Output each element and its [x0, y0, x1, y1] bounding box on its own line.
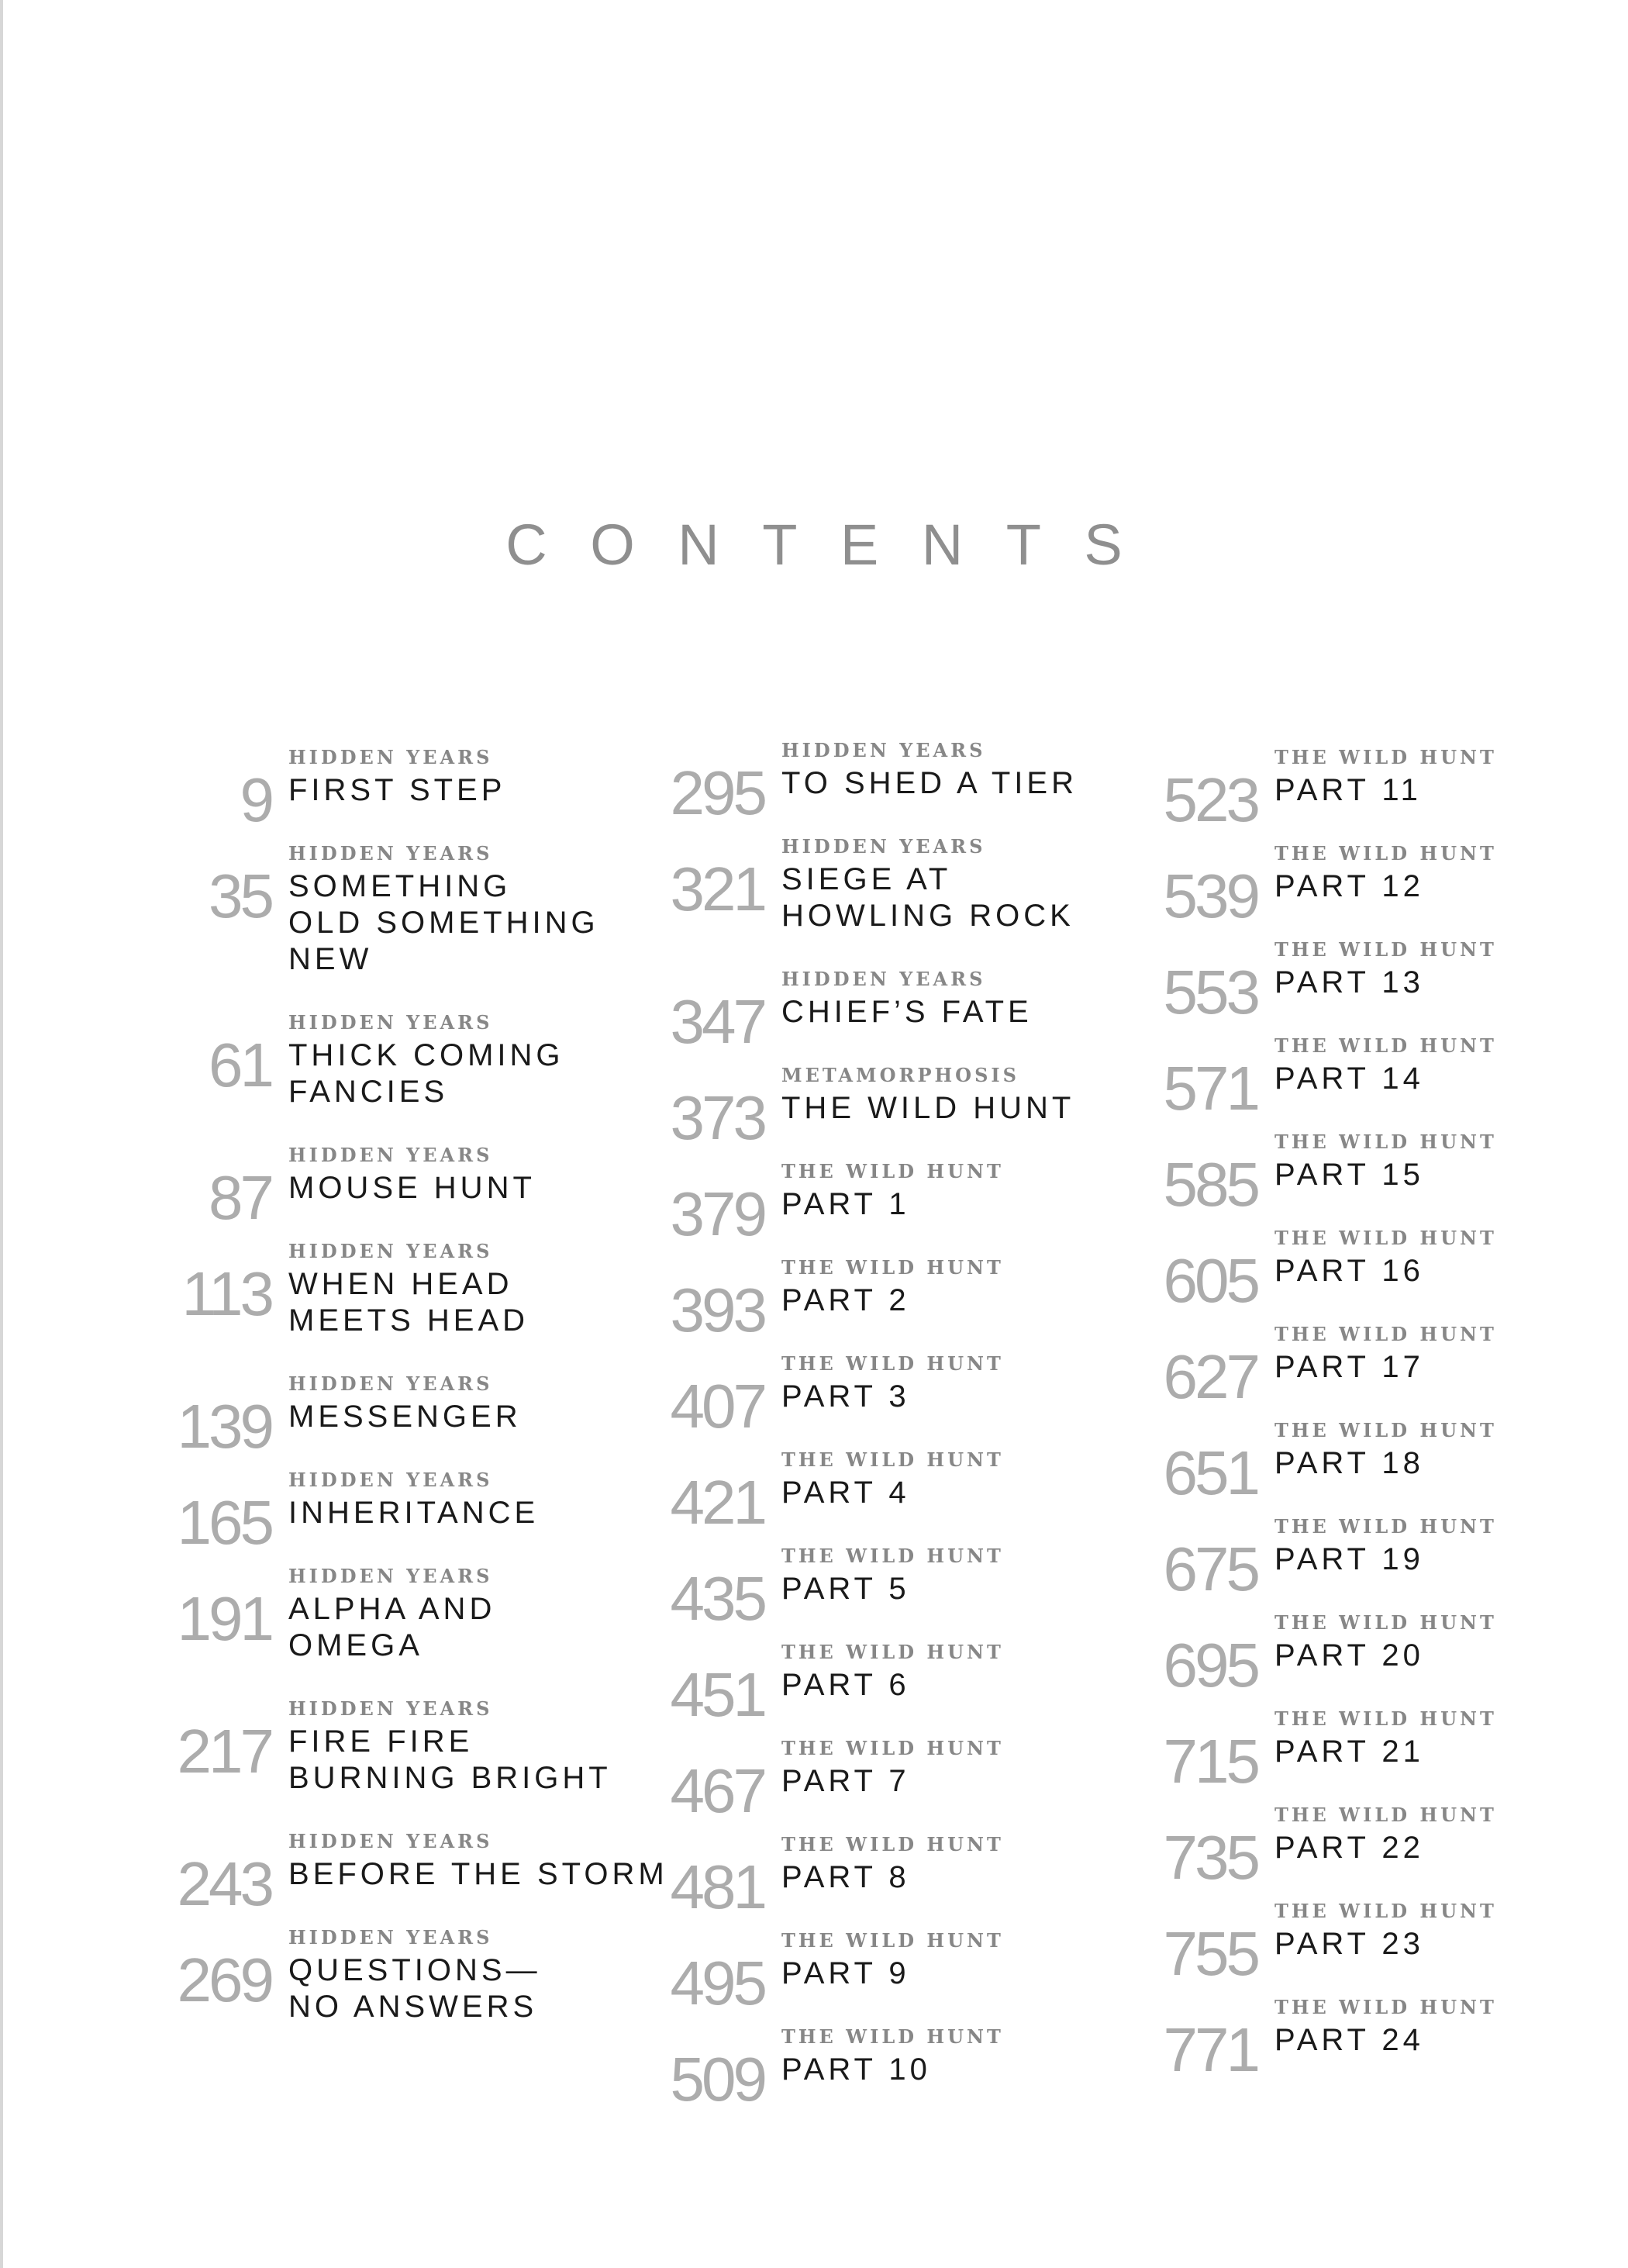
chapter-title	[288, 1952, 541, 2025]
chapter-title-line: PART 16	[1274, 1254, 1424, 1288]
section-label: THE WILD HUNT	[781, 1641, 1004, 1663]
page-number: 191	[177, 1584, 271, 1653]
section-label: HIDDEN YEARS	[288, 1697, 493, 1720]
chapter-title	[288, 772, 505, 809]
chapter-title-line: PART 13	[1274, 965, 1424, 999]
chapter-title-line: PART 11	[1274, 773, 1422, 807]
chapter-title-line: OLD SOMETHING	[288, 906, 599, 940]
page-number: 347	[670, 987, 764, 1056]
chapter-title-line: PART 7	[781, 1764, 910, 1798]
chapter-title	[288, 1399, 522, 1435]
section-label: THE WILD HUNT	[1274, 1900, 1497, 1922]
page-number: 735	[1163, 1823, 1257, 1892]
chapter-title-line: PART 21	[1274, 1735, 1424, 1769]
chapter-title-line: FIRE FIRE	[288, 1724, 474, 1759]
section-label: THE WILD HUNT	[781, 1545, 1004, 1567]
chapter-title-line: PART 18	[1274, 1446, 1424, 1480]
page-number: 509	[670, 2045, 764, 2114]
chapter-title-line: MEETS HEAD	[288, 1303, 529, 1338]
chapter-title	[288, 1170, 536, 1206]
chapter-title	[781, 1186, 910, 1223]
chapter-title-line: FANCIES	[288, 1075, 449, 1109]
chapter-title	[1274, 1830, 1424, 1866]
chapter-title	[288, 868, 599, 978]
chapter-title-line: PART 9	[781, 1956, 910, 1990]
section-label: THE WILD HUNT	[1274, 1707, 1497, 1730]
section-label: HIDDEN YEARS	[288, 842, 493, 865]
chapter-title-line: PART 3	[781, 1379, 910, 1414]
chapter-title-line: HOWLING ROCK	[781, 899, 1074, 933]
page-number: 139	[177, 1392, 271, 1461]
section-label: HIDDEN YEARS	[288, 1469, 493, 1491]
page-number: 87	[209, 1163, 271, 1232]
chapter-title-line: FIRST STEP	[288, 773, 506, 807]
chapter-title	[1274, 1445, 1424, 1482]
page-number: 165	[177, 1488, 271, 1557]
page-number: 393	[670, 1276, 764, 1345]
section-label: THE WILD HUNT	[1274, 746, 1497, 768]
page-number: 495	[670, 1949, 764, 2018]
section-label: HIDDEN YEARS	[781, 968, 986, 990]
chapter-title	[781, 765, 1078, 802]
section-label: THE WILD HUNT	[1274, 842, 1497, 865]
page-number: 451	[670, 1660, 764, 1729]
section-label: THE WILD HUNT	[781, 2025, 1004, 2048]
chapter-title-line: NO ANSWERS	[288, 1990, 538, 2024]
page-number: 605	[1163, 1246, 1257, 1315]
chapter-title-line: THE WILD HUNT	[781, 1091, 1075, 1125]
section-label: THE WILD HUNT	[1274, 1227, 1497, 1249]
chapter-title-line: PART 2	[781, 1283, 910, 1317]
page-number: 695	[1163, 1631, 1257, 1700]
chapter-title-line: NEW	[288, 942, 373, 976]
section-label: METAMORPHOSIS	[781, 1064, 1019, 1086]
page-number: 421	[670, 1468, 764, 1537]
chapter-title	[288, 1266, 529, 1339]
section-label: THE WILD HUNT	[781, 1352, 1004, 1375]
chapter-title	[1274, 2022, 1424, 2059]
page-number: 269	[177, 1945, 271, 2014]
section-label: HIDDEN YEARS	[781, 739, 986, 761]
chapter-title-line: WHEN HEAD	[288, 1267, 513, 1301]
chapter-title-line: PART 1	[781, 1187, 910, 1221]
page-number: 715	[1163, 1727, 1257, 1796]
chapter-title	[1274, 868, 1424, 905]
page-number: 321	[670, 854, 764, 923]
chapter-title	[781, 994, 1033, 1030]
chapter-title-line: CHIEF’S FATE	[781, 995, 1033, 1029]
chapter-title	[288, 1591, 495, 1664]
chapter-title	[1274, 1349, 1424, 1386]
chapter-title-line: PART 22	[1274, 1831, 1424, 1865]
section-label: HIDDEN YEARS	[288, 1240, 493, 1262]
page-number: 627	[1163, 1342, 1257, 1411]
page-number: 217	[177, 1717, 271, 1786]
page-number: 467	[670, 1756, 764, 1825]
chapter-title	[1274, 772, 1422, 809]
section-label: THE WILD HUNT	[1274, 1515, 1497, 1538]
section-label: HIDDEN YEARS	[288, 1372, 493, 1395]
chapter-title-line: BURNING BRIGHT	[288, 1761, 612, 1795]
chapter-title-line: PART 24	[1274, 2023, 1424, 2057]
chapter-title-line: TO SHED A TIER	[781, 766, 1078, 800]
section-label: THE WILD HUNT	[1274, 1611, 1497, 1634]
page-number: 481	[670, 1852, 764, 1921]
page-number: 571	[1163, 1054, 1257, 1123]
page-number: 295	[670, 758, 764, 827]
chapter-title-line: PART 17	[1274, 1350, 1424, 1384]
section-label: THE WILD HUNT	[781, 1929, 1004, 1952]
chapter-title	[1274, 1734, 1424, 1770]
chapter-title	[781, 1282, 910, 1319]
chapter-title-line: PART 5	[781, 1572, 910, 1606]
chapter-title-line: SIEGE AT	[781, 862, 952, 896]
section-label: THE WILD HUNT	[781, 1256, 1004, 1279]
section-label: HIDDEN YEARS	[288, 1144, 493, 1166]
chapter-title	[781, 2052, 931, 2088]
chapter-title	[1274, 1253, 1424, 1289]
section-label: HIDDEN YEARS	[288, 746, 493, 768]
chapter-title	[288, 1495, 539, 1531]
section-label: THE WILD HUNT	[1274, 1419, 1497, 1441]
chapter-title-line: ALPHA AND	[288, 1592, 496, 1626]
page-number: 755	[1163, 1919, 1257, 1988]
page-number: 675	[1163, 1534, 1257, 1603]
page-number: 651	[1163, 1438, 1257, 1507]
chapter-title	[1274, 1926, 1424, 1962]
chapter-title-line: PART 14	[1274, 1062, 1424, 1096]
section-label: HIDDEN YEARS	[288, 1830, 493, 1852]
section-label: THE WILD HUNT	[1274, 1996, 1497, 2018]
section-label: THE WILD HUNT	[1274, 938, 1497, 961]
section-label: HIDDEN YEARS	[288, 1565, 493, 1587]
page-number: 35	[209, 861, 271, 930]
chapter-title	[781, 1859, 910, 1896]
page-title: CONTENTS	[505, 513, 1166, 577]
section-label: THE WILD HUNT	[781, 1737, 1004, 1759]
page-number: 435	[670, 1564, 764, 1633]
chapter-title	[781, 1956, 910, 1992]
chapter-title-line: PART 12	[1274, 869, 1424, 903]
section-label: THE WILD HUNT	[781, 1448, 1004, 1471]
chapter-title	[781, 1763, 910, 1800]
chapter-title	[288, 1724, 612, 1797]
page-number: 407	[670, 1372, 764, 1441]
page-number: 243	[177, 1849, 271, 1918]
chapter-title	[781, 861, 1074, 934]
page-edge	[0, 0, 3, 2268]
chapter-title-line: QUESTIONS—	[288, 1953, 541, 1987]
page-number: 539	[1163, 861, 1257, 930]
chapter-title-line: OMEGA	[288, 1628, 423, 1662]
chapter-title	[781, 1475, 910, 1511]
section-label: THE WILD HUNT	[1274, 1323, 1497, 1345]
chapter-title-line: MOUSE HUNT	[288, 1171, 536, 1205]
chapter-title-line: PART 10	[781, 2052, 931, 2087]
page-number: 61	[209, 1030, 271, 1099]
chapter-title-line: PART 15	[1274, 1158, 1424, 1192]
page-number: 585	[1163, 1150, 1257, 1219]
section-label: THE WILD HUNT	[1274, 1131, 1497, 1153]
chapter-title-line: MESSENGER	[288, 1400, 522, 1434]
chapter-title-line: INHERITANCE	[288, 1496, 540, 1530]
chapter-title	[781, 1090, 1074, 1127]
chapter-title	[1274, 1541, 1424, 1578]
section-label: HIDDEN YEARS	[288, 1011, 493, 1034]
chapter-title	[1274, 1061, 1424, 1097]
page-number: 373	[670, 1083, 764, 1152]
chapter-title	[1274, 1157, 1424, 1193]
chapter-title	[1274, 965, 1424, 1001]
chapter-title-line: PART 8	[781, 1860, 910, 1894]
page-number: 9	[240, 765, 271, 834]
page-number: 523	[1163, 765, 1257, 834]
section-label: HIDDEN YEARS	[288, 1926, 493, 1949]
page-number: 553	[1163, 958, 1257, 1027]
chapter-title-line: PART 23	[1274, 1927, 1424, 1961]
section-label: THE WILD HUNT	[1274, 1804, 1497, 1826]
chapter-title	[1274, 1638, 1424, 1674]
chapter-title-line: SOMETHING	[288, 869, 512, 903]
chapter-title-line: PART 4	[781, 1476, 910, 1510]
chapter-title	[288, 1856, 668, 1893]
page-number: 771	[1163, 2015, 1257, 2084]
chapter-title	[781, 1667, 910, 1704]
section-label: THE WILD HUNT	[781, 1160, 1004, 1182]
chapter-title-line: PART 20	[1274, 1638, 1424, 1673]
chapter-title-line: BEFORE THE STORM	[288, 1857, 668, 1891]
chapter-title-line: PART 6	[781, 1668, 910, 1702]
page-number: 113	[181, 1259, 271, 1328]
page-number: 379	[670, 1179, 764, 1248]
section-label: HIDDEN YEARS	[781, 835, 986, 858]
section-label: THE WILD HUNT	[781, 1833, 1004, 1855]
chapter-title-line: PART 19	[1274, 1542, 1424, 1576]
chapter-title	[781, 1379, 910, 1415]
section-label: THE WILD HUNT	[1274, 1034, 1497, 1057]
chapter-title	[288, 1037, 564, 1110]
chapter-title-line: THICK COMING	[288, 1038, 564, 1072]
chapter-title	[781, 1571, 910, 1607]
